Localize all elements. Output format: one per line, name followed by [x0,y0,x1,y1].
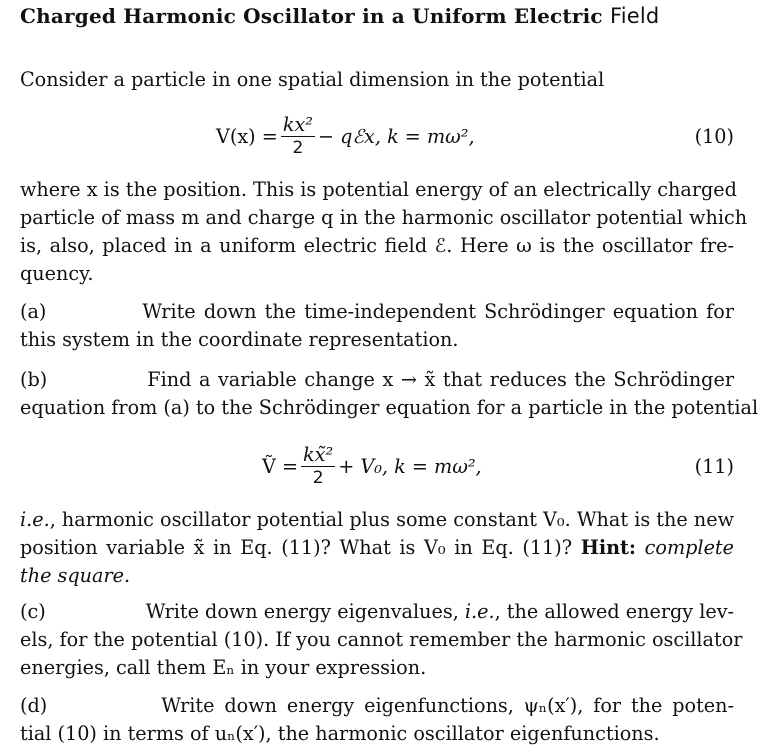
part-c-text-1b: , the allowed energy lev- [494,600,735,623]
part-b [20,366,759,422]
eq11-numerator: kx̃² [303,442,334,466]
part-b-label: (b) [20,368,48,391]
part-b-line-1 [20,366,734,394]
hint-text: complete [644,536,734,559]
part-c-label: (c) [20,600,46,623]
equation-11 [20,436,734,496]
part-c-line-3: energies, call them Eₙ in your expression. [20,656,427,679]
equation-11-number: (11) [694,454,734,478]
explanation-line-2 [20,534,734,562]
document-title [20,4,659,28]
intro-line: Consider a particle in one spatial dimension in the potential [20,68,605,91]
part-d-line-1 [20,692,734,720]
part-d-label: (d) [20,694,48,717]
description-line-1: where x is the position. This is potential energy of an electrically charged [20,178,737,201]
part-a [20,298,734,354]
intro-paragraph [20,66,734,94]
equation-10 [20,106,734,166]
description-line-4: quency. [20,262,94,285]
eq11-fraction [301,444,335,489]
hint-label: Hint: [580,536,637,559]
part-d-line-2: tial (10) in terms of uₙ(x′), the harmonic oscillator eigenfunctions. [20,722,660,745]
part-d [20,692,734,748]
explanation-paragraph [20,506,734,590]
part-c-ie: i.e. [464,600,495,623]
part-c-text-1a: Write down energy eigenvalues, [145,600,459,623]
eq10-numerator: kx² [282,112,313,136]
eq10-lhs: V(x) = [216,124,278,148]
eq10-fraction [281,114,315,159]
part-a-text-1: Write down the time-independent Schrödinger equation for [142,300,734,323]
part-b-text-1: Find a variable change x → x̃ that reduces the Schrödinger [147,368,734,391]
part-a-line-1 [20,298,734,326]
explanation-line-3: the square. [20,564,131,587]
description-paragraph [20,176,748,288]
description-line-3: is, also, placed in a uniform electric field ℰ. Here ω is the oscillator fre- [20,234,734,257]
part-a-line-2: this system in the coordinate representation. [20,328,459,351]
eq10-rest: − qℰx, k = mω², [317,124,475,148]
part-c-line-1 [20,598,734,626]
part-d-text-1: Write down energy eigenfunctions, ψₙ(x′), for the poten- [161,694,734,717]
title-tail: Field [609,4,660,28]
part-b-line-2: equation from (a) to the Schrödinger equation for a particle in the potential [20,396,759,419]
part-c-line-2: els, for the potential (10). If you cannot remember the harmonic oscillator [20,628,743,651]
explanation-line-2-text: position variable x̃ in Eq. (11)? What is V₀ in Eq. (11)? [20,536,573,559]
explanation-line-1 [20,506,734,534]
title-main: Charged Harmonic Oscillator in a Uniform Electric [20,4,610,28]
eq10-denominator: 2 [292,137,304,158]
eq11-rest: + V₀, k = mω², [338,454,482,478]
eq11-denominator: 2 [312,467,324,488]
equation-10-number: (10) [694,124,734,148]
ie-text: i.e. [20,508,50,531]
part-a-label: (a) [20,300,47,323]
equation-10-body [216,106,475,166]
eq11-lhs: Ṽ = [262,454,299,478]
explanation-line-1-text: , harmonic oscillator potential plus some constant V₀. What is the new [49,508,734,531]
description-line-2: particle of mass m and charge q in the harmonic oscillator potential which [20,206,748,229]
equation-11-body [262,436,482,496]
part-c [20,598,743,682]
